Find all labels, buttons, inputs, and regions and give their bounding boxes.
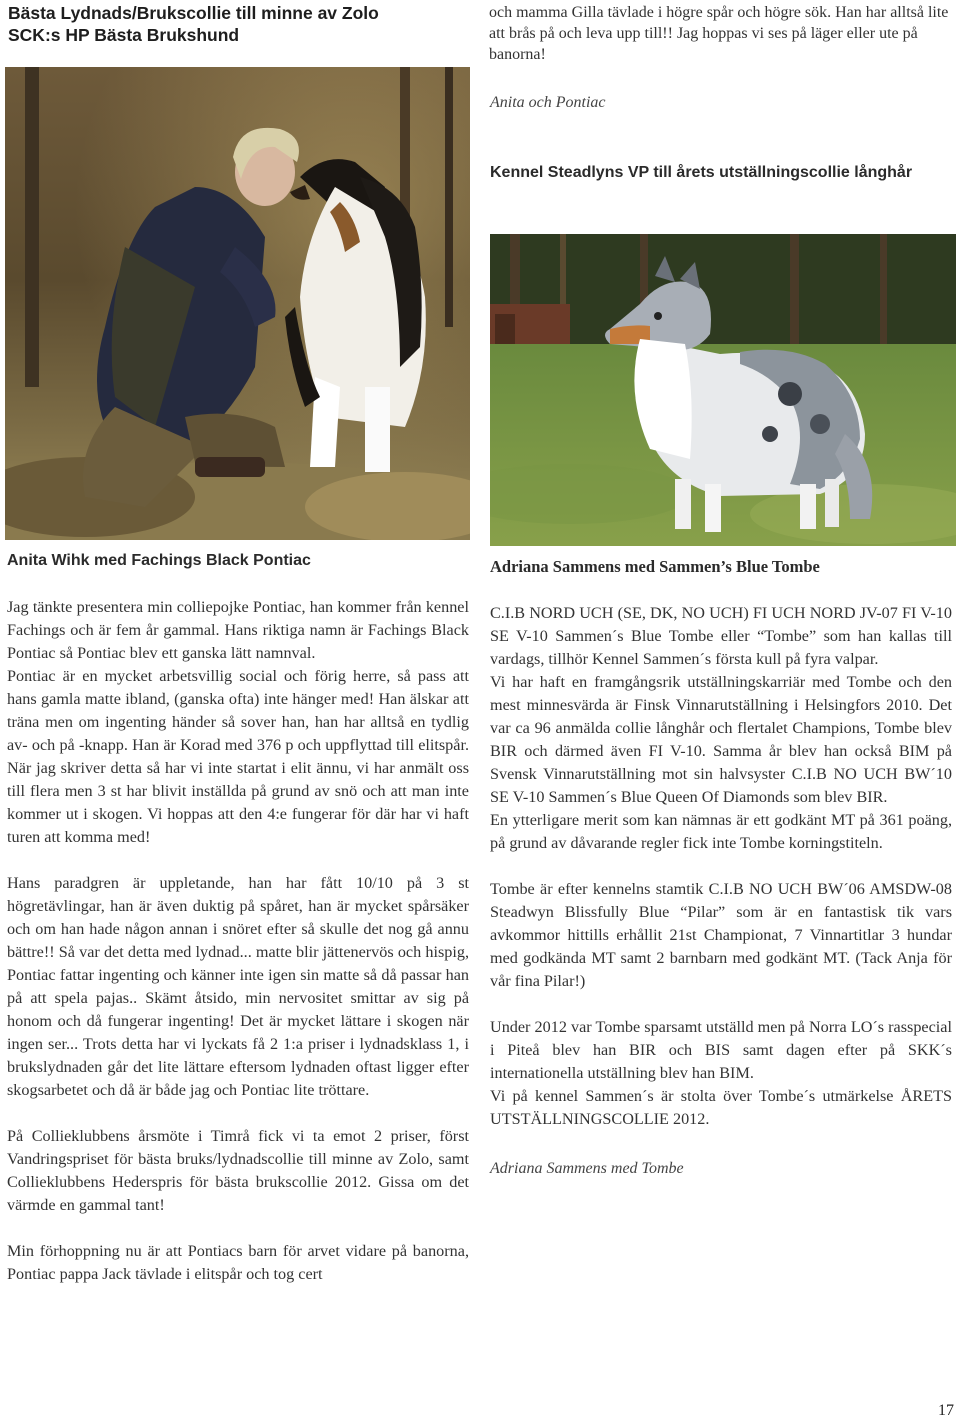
photo-anita-pontiac-image <box>5 67 470 540</box>
right-bottom-caption: Adriana Sammens med Tombe <box>490 1160 684 1177</box>
photo-anita-pontiac <box>5 67 470 540</box>
right-paragraph: En ytterligare merit som kan nämnas är ett godkänt MT på 361 poäng, på grund av dåvarande regler fick inte Tombe korningstiteln. <box>490 811 952 852</box>
right-paragraph: Vi har haft en framgångsrik utställningskarriär med Tombe och den mest minnesvärda är Finsk Vinnarutställning i Helsingfors 2010. Det var ca 96 anmälda collie långhår och flertalet Champions, Tombe blev BIR och därmed även FI V-10. Samma år blev han också BIM på Svensk Vinnarutställning mot sin halvsyster C.I.B NO UCH BW´10 SE V-10 Sammen´s Blue Queen Of Diamonds som blev BIR. <box>490 673 952 806</box>
left-paragraph: På Collieklubbens årsmöte i Timrå fick vi ta emot 2 priser, först Vandringspriset för bästa bruks/lydnadscollie till minne av Zolo, samt Collieklubbens Hederspris för bästa brukscollie 2012. Gissa om det värmde en gammal tant! <box>7 1127 469 1214</box>
right-subheading: Adriana Sammens med Sammen’s Blue Tombe <box>490 557 820 576</box>
page-number: 17 <box>938 1402 954 1419</box>
right-intro-text: och mamma Gilla tävlade i högre spår och högre sök. Han har alltså lite att brås på och leva upp till!! Jag hoppas vi ses på läger eller ute på banorna! <box>489 4 949 63</box>
right-paragraph: Tombe är efter kennelns stamtik C.I.B NO UCH BW´06 AMSDW-08 Steadwyn Blissfully Blue “Pilar” som är en fantastisk tik vars avkommor hittills erhållit 21st Championat, 7 Vinnartitlar 3 hundar med godkända MT samt 2 barnbarn med godkänt MT. (Tack Anja för vår fina Pilar!) <box>490 880 952 990</box>
left-paragraph: Hans paradgren är uppletande, han har fått 10/10 på 3 st högretävlingar, han är även duktig på spåret, han är mycket spårsäker och om han hade någon annan i snöret efter så skulle det nog gå annu bättre!! Så var det detta med lydnad... matte blir jättenervös och hispig, Pontiac fattar ingenting och känner inte igen sin matte så då passar han på att spela pajas.. Skämt åtsido, min nervositet smittar av sig på honom och då fungerar ingenting! Det är mycket lättare i skogen när ingen ser... Trots detta har vi lyckats få 2 1:a priser i lydnadsklass 1, i brukslydnaden går det lite lättare eftersom lydnaden oftast ligger efter skogsarbetet och då är både jag och Pontiac lite tröttare. <box>7 874 469 1099</box>
left-column-text <box>7 596 469 1286</box>
left-paragraph: Pontiac är en mycket arbetsvillig social och förig herre, så pass att hans gamla matte ibland, (ganska ofta) inte hänger med! Han älskar att träna men om ingenting händer så sover han, han har alltså en tydlig av- och på -knapp. Han är Korad med 376 p och uppflyttad till elitspår. När jag skriver detta så har vi inte startat i elit ännu, vi har anmält oss till flera men 3 st har blivit inställda på grund av snö och att man inte kommer ut i skogen. Vi hoppas att den 4:e fungerar för där har vi haft turen att komma med! <box>7 667 469 846</box>
left-paragraph: Jag tänkte presentera min colliepojke Pontiac, han kommer från kennel Fachings och är fem år gammal. Hans riktiga namn är Fachings Black Pontiac så Pontiac blev ett ganska lätt namnval. <box>7 598 469 662</box>
photo-sammens-blue-tombe-image <box>490 234 956 546</box>
right-paragraph: C.I.B NORD UCH (SE, DK, NO UCH) FI UCH NORD JV-07 FI V-10 SE V-10 Sammen´s Blue Tombe eller “Tombe” som han kallas till vardags, tillhör Kennel Sammen´s första kull på fyra valpar. <box>490 604 952 668</box>
right-column-text <box>490 602 952 1180</box>
left-heading: Bästa Lydnads/Brukscollie till minne av Zolo SCK:s HP Bästa Brukshund <box>8 3 379 45</box>
left-paragraph: Min förhoppning nu är att Pontiacs barn för arvet vidare på banorna, Pontiac pappa Jack tävlade i elitspår och tog cert <box>7 1242 469 1283</box>
photo-caption-left: Anita Wihk med Fachings Black Pontiac <box>7 552 311 569</box>
photo-caption-anita-pontiac: Anita och Pontiac <box>490 94 606 111</box>
right-paragraph: Vi på kennel Sammen´s är stolta över Tombe´s utmärkelse ÅRETS UTSTÄLLNINGSCOLLIE 2012. <box>490 1087 952 1128</box>
right-heading: Kennel Steadlyns VP till årets utställningscollie långhår <box>490 164 913 181</box>
photo-sammens-blue-tombe <box>490 234 956 546</box>
right-paragraph: Under 2012 var Tombe sparsamt utställd men på Norra LO´s rasspecial i Piteå blev han BIR och BIS samt dagen efter på SKK´s internationella utställning blev han BIM. <box>490 1018 952 1082</box>
